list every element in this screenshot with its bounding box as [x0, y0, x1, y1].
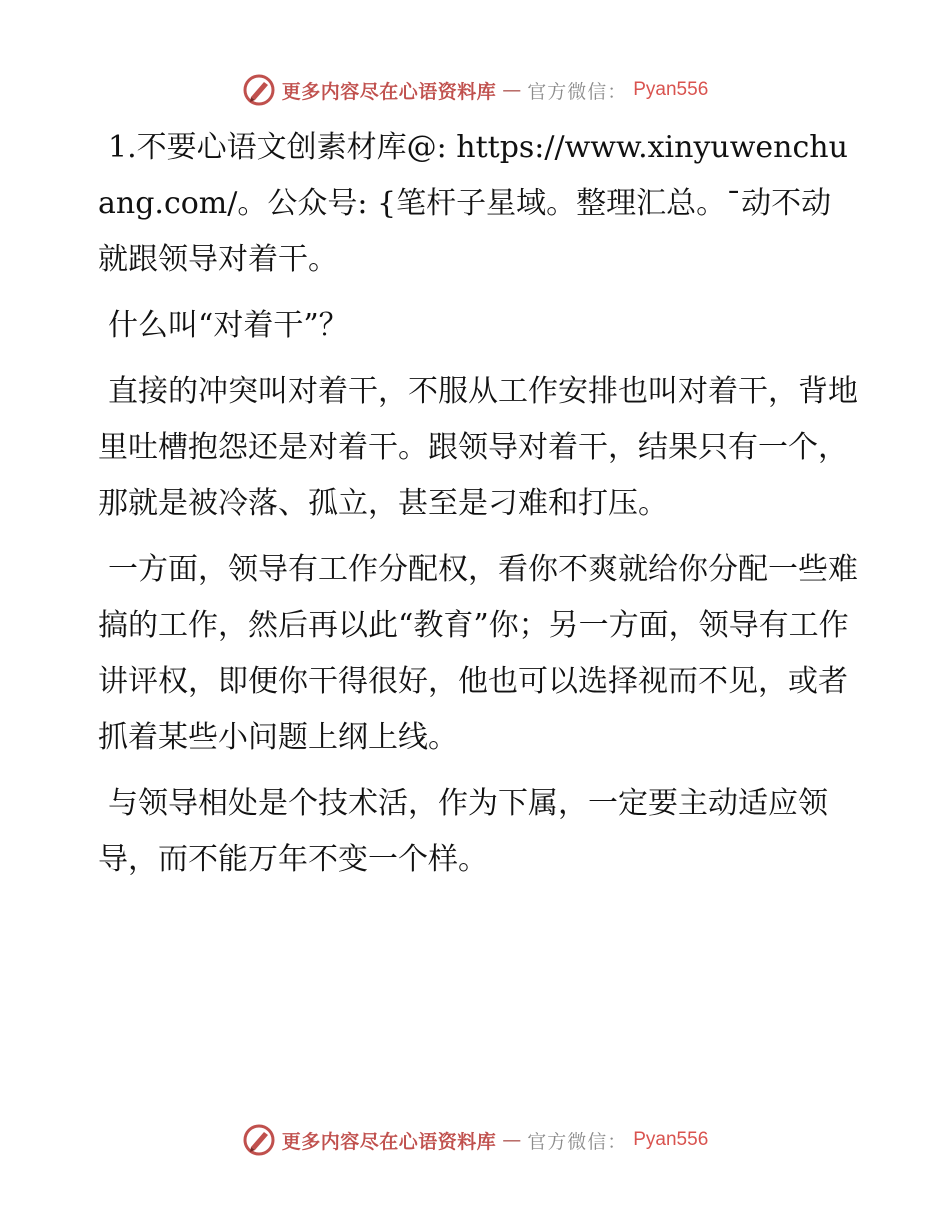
header-banner: [0, 70, 950, 110]
pen-logo-icon: [242, 1123, 276, 1157]
banner-library-text: 更多内容尽在心语资料库: [281, 1130, 497, 1153]
paragraph-2: 什么叫“对着干”？: [108, 308, 349, 343]
document-body: [98, 120, 858, 898]
paragraph-4: 一方面，领导有工作分配权，看你不爽就给你分配一些难搞的工作，然后再以此“教育”你；另一方面，领导有工作讲评权，即便你干得很好，他也可以选择视而不见，或者抓着某些小问题上纲上线。: [98, 552, 858, 755]
paragraph-1: 1.不要心语文创素材库@: https://www.xinyuwenchuang.com/。公众号: {笔杆子星域。整理汇总。¯动不动就跟领导对着干。: [98, 130, 848, 277]
banner-library-text: 更多内容尽在心语资料库: [281, 80, 497, 103]
banner-official-text: 官方微信：: [527, 1130, 628, 1153]
banner-wechat-id: Pyan556: [633, 79, 709, 100]
pen-logo-icon: [242, 73, 276, 107]
paragraph-3: 直接的冲突叫对着干，不服从工作安排也叫对着干，背地里吐槽抱怨还是对着干。跟领导对着干，结果只有一个，那就是被冷落、孤立，甚至是刁难和打压。: [98, 374, 858, 521]
banner-dash: —: [502, 79, 522, 101]
footer-banner: [0, 1120, 950, 1160]
banner-official-text: 官方微信：: [527, 80, 628, 103]
paragraph-5: 与领导相处是个技术活，作为下属，一定要主动适应领导，而不能万年不变一个样。: [98, 786, 828, 877]
banner-wechat-id: Pyan556: [633, 1129, 709, 1150]
banner-dash: —: [502, 1129, 522, 1151]
